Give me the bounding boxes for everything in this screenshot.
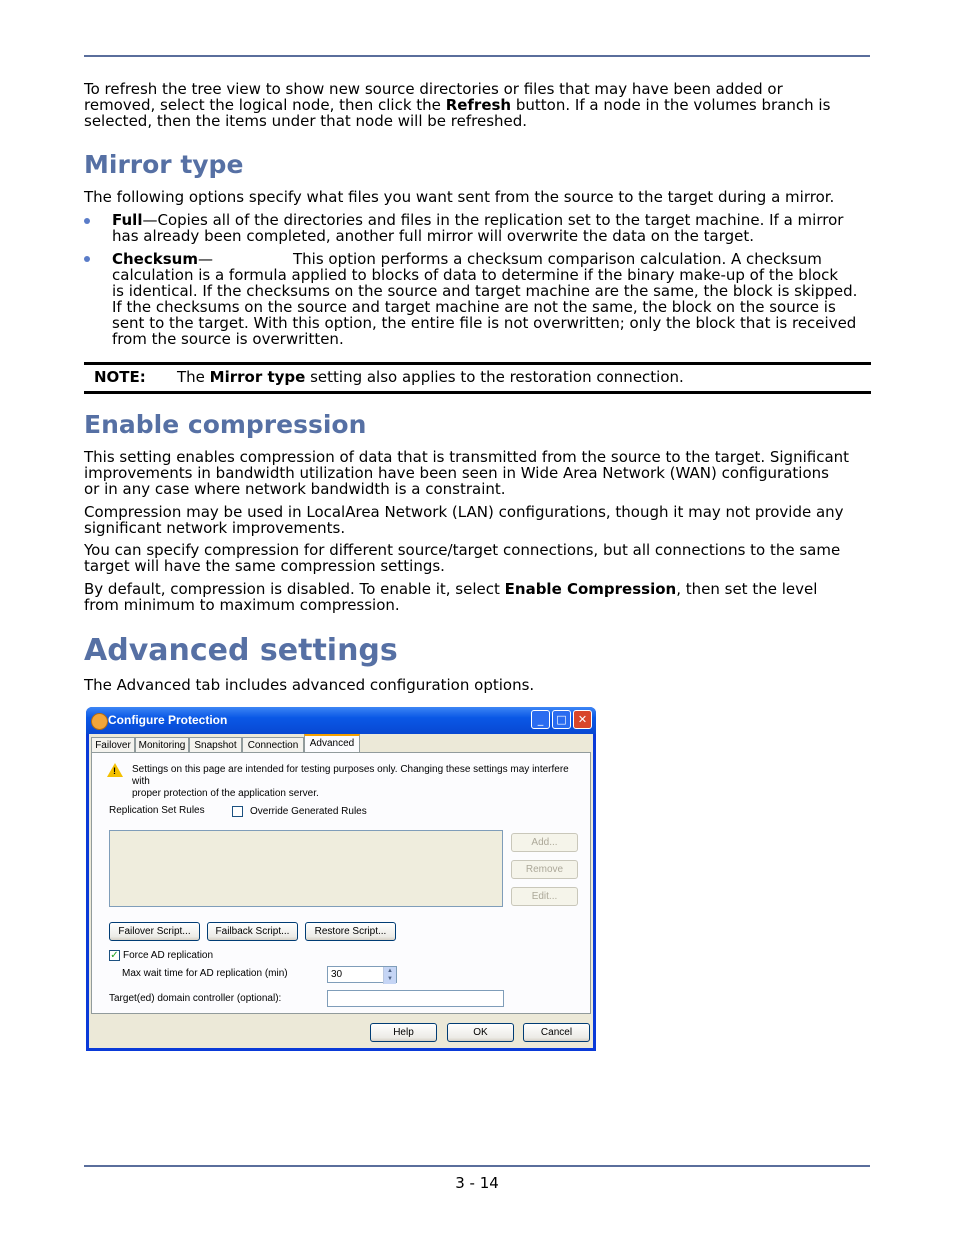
compression-p3-l1: You can specify compression for different source/target connections, but all connections to the same xyxy=(84,541,841,559)
compression-para-2 xyxy=(84,504,870,536)
ok-button[interactable]: OK xyxy=(447,1023,514,1042)
checksum-line-4: If the checksums on the source and target machine are not the same, the block on the source is xyxy=(112,298,836,316)
replication-set-rules-label: Replication Set Rules xyxy=(109,805,205,816)
checksum-line-5: sent to the target. With this option, the entire file is not overwritten; only the block that is received xyxy=(112,314,857,332)
warning-text xyxy=(132,764,587,800)
checksum-line-3: is identical. If the checksums on the source and target machine are the same, the block is skipped. xyxy=(112,282,858,300)
compression-p1-l1: This setting enables compression of data that is transmitted from the source to the target. Significant xyxy=(84,448,850,466)
max-wait-input[interactable] xyxy=(327,966,397,983)
refresh-term: Refresh xyxy=(445,96,512,114)
compression-para-4 xyxy=(84,581,870,613)
edit-rule-button[interactable]: Edit... xyxy=(511,887,578,906)
override-rules-checkbox[interactable] xyxy=(232,806,243,817)
advanced-settings-heading: Advanced settings xyxy=(84,633,398,668)
tab-connection[interactable]: Connection xyxy=(242,737,304,753)
compression-p3-l2: target will have the same compression settings. xyxy=(84,557,445,575)
force-ad-replication-label[interactable]: Force AD replication xyxy=(123,950,214,961)
app-icon xyxy=(91,713,108,730)
override-rules-label[interactable]: Override Generated Rules xyxy=(250,806,367,817)
tab-failover[interactable]: Failover xyxy=(91,737,135,753)
advanced-lead: The Advanced tab includes advanced configuration options. xyxy=(84,676,535,694)
tab-monitoring[interactable]: Monitoring xyxy=(135,737,189,753)
bullet-checksum xyxy=(84,256,90,262)
spin-down-icon[interactable]: ▼ xyxy=(387,976,393,982)
mirror-type-heading: Mirror type xyxy=(84,150,244,179)
checksum-option-text xyxy=(112,251,872,347)
intro-line-2c: button. If a node in the volumes branch is xyxy=(511,96,831,114)
compression-p4-l1c: , then set the level xyxy=(676,580,818,598)
max-wait-value: 30 xyxy=(331,969,343,980)
target-dc-input[interactable] xyxy=(327,990,504,1007)
max-wait-label: Max wait time for AD replication (min) xyxy=(122,968,288,979)
full-line-2: has already been completed, another full mirror will overwrite the data on the target. xyxy=(112,227,755,245)
warning-icon: ! xyxy=(107,763,123,777)
checksum-dash: — xyxy=(197,250,213,268)
mirror-lead: The following options specify what files you want sent from the source to the target during a mirror. xyxy=(84,188,835,206)
full-line-1: —Copies all of the directories and files in the replication set to the target machine. If a mirror xyxy=(142,211,844,229)
checksum-line-2: calculation is a formula applied to blocks of data to determine if the binary make-up of the block xyxy=(112,266,839,284)
tab-snapshot[interactable]: Snapshot xyxy=(189,737,242,753)
dialog-title: Configure Protection xyxy=(108,713,228,727)
full-term: Full xyxy=(112,211,143,229)
note-text xyxy=(177,368,684,386)
compression-p4-l1a: By default, compression is disabled. To enable it, select xyxy=(84,580,505,598)
top-rule xyxy=(84,55,870,57)
compression-p1-l2: improvements in bandwidth utilization have been seen in Wide Area Network (WAN) configurations xyxy=(84,464,829,482)
spin-up-icon[interactable]: ▲ xyxy=(387,968,393,974)
replication-rules-list[interactable] xyxy=(109,830,503,907)
note-label: NOTE: xyxy=(94,368,146,386)
failback-script-button[interactable]: Failback Script... xyxy=(207,922,298,941)
enable-compression-term: Enable Compression xyxy=(504,580,677,598)
checksum-line-6: from the source is overwritten. xyxy=(112,330,344,348)
page-number: 3 - 14 xyxy=(455,1174,499,1192)
intro-line-1: To refresh the tree view to show new source directories or files that may have been added or xyxy=(84,80,783,98)
note-post: setting also applies to the restoration connection. xyxy=(305,368,684,386)
compression-p2-l2: significant network improvements. xyxy=(84,519,346,537)
note-pre: The xyxy=(177,368,210,386)
failover-script-button[interactable]: Failover Script... xyxy=(109,922,200,941)
minimize-button[interactable]: _ xyxy=(531,710,550,729)
target-dc-label: Target(ed) domain controller (optional): xyxy=(109,993,282,1004)
remove-rule-button[interactable]: Remove xyxy=(511,860,578,879)
intro-line-3: selected, then the items under that node will be refreshed. xyxy=(84,112,528,130)
warning-line-1: Settings on this page are intended for testing purposes only. Changing these settings may interfere with xyxy=(132,764,569,787)
compression-p2-l1: Compression may be used in LocalArea Network (LAN) configurations, though it may not provide any xyxy=(84,503,844,521)
warning-line-2: proper protection of the application server. xyxy=(132,788,319,799)
max-wait-spinner[interactable] xyxy=(383,967,396,984)
note-bold: Mirror type xyxy=(209,368,306,386)
compression-p4-l2: from minimum to maximum compression. xyxy=(84,596,400,614)
intro-paragraph xyxy=(84,81,870,129)
compression-para-3 xyxy=(84,542,870,574)
restore-script-button[interactable]: Restore Script... xyxy=(305,922,396,941)
checksum-term: Checksum xyxy=(112,250,198,268)
note-box xyxy=(84,362,871,394)
advanced-panel xyxy=(91,752,591,1014)
maximize-button[interactable]: □ xyxy=(552,710,571,729)
bottom-rule xyxy=(84,1165,870,1167)
bullet-full xyxy=(84,218,90,224)
compression-p1-l3: or in any case where network bandwidth is a constraint. xyxy=(84,480,506,498)
tab-advanced[interactable]: Advanced xyxy=(304,734,360,753)
add-rule-button[interactable]: Add... xyxy=(511,833,578,852)
force-ad-replication-checkbox[interactable]: ✓ xyxy=(110,950,119,961)
dialog-client-area xyxy=(89,734,593,1048)
full-option-text xyxy=(112,212,872,244)
close-button[interactable]: ✕ xyxy=(573,710,592,729)
enable-compression-heading: Enable compression xyxy=(84,410,367,439)
cancel-button[interactable]: Cancel xyxy=(523,1023,590,1042)
configure-protection-dialog xyxy=(86,707,596,1051)
intro-line-2a: removed, select the logical node, then click the xyxy=(84,96,446,114)
checksum-line-1: This option performs a checksum comparison calculation. A checksum xyxy=(293,250,822,268)
compression-para-1 xyxy=(84,449,870,497)
dialog-titlebar[interactable] xyxy=(86,707,596,734)
help-button[interactable]: Help xyxy=(370,1023,437,1042)
